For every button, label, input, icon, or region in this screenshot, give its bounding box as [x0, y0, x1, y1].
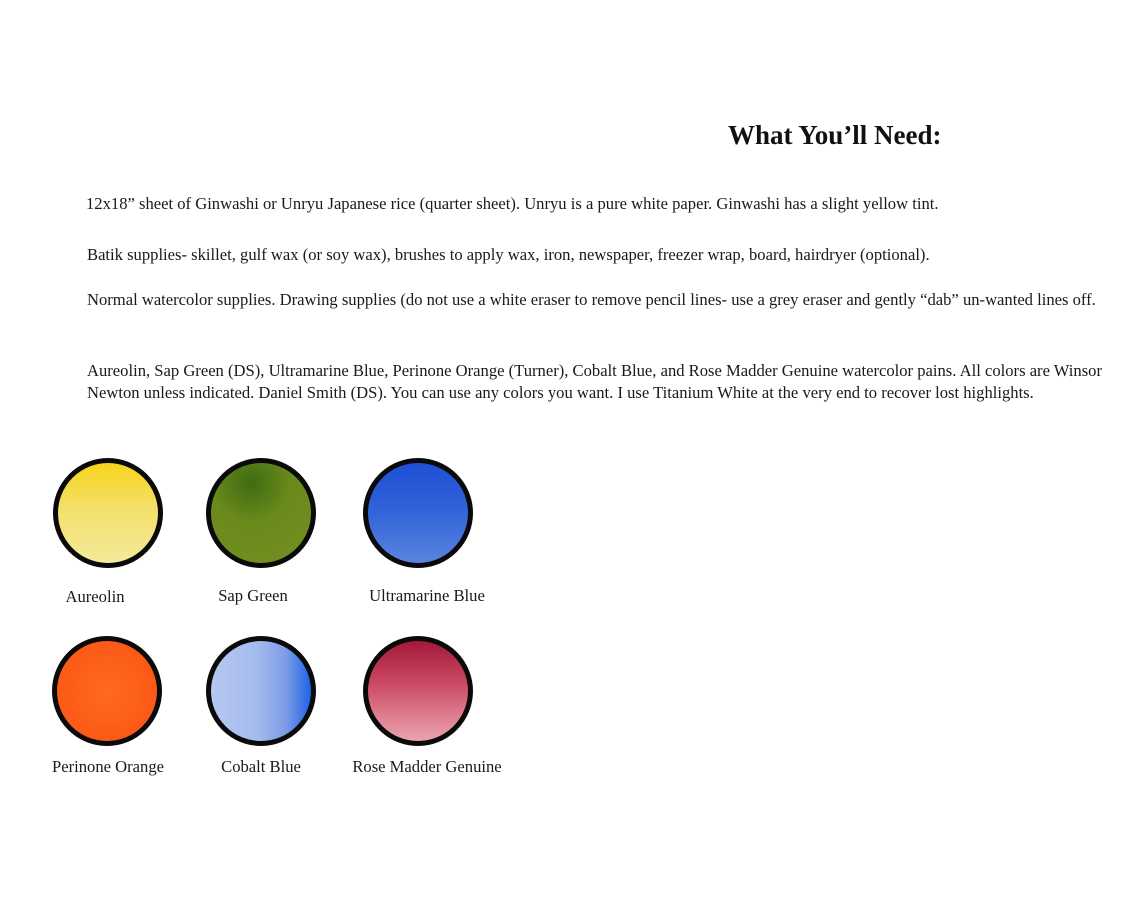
perinone-orange-swatch: [52, 636, 162, 746]
rose-madder-genuine-swatch: [363, 636, 473, 746]
perinone-orange-label: Perinone Orange: [52, 757, 164, 776]
rose-madder-genuine-label: Rose Madder Genuine: [352, 757, 502, 776]
cobalt-blue-label: Cobalt Blue: [221, 757, 301, 776]
aureolin-label: Aureolin: [65, 587, 125, 606]
ultramarine-blue-swatch: [363, 458, 473, 568]
colors-paragraph: Aureolin, Sap Green (DS), Ultramarine Blue, Perinone Orange (Turner), Cobalt Blue, and Rose Madder Genuine watercolor pains. All colors are Winsor Newton unless indicated. Daniel Smith (DS). You can use any colors you want. I use Titanium White at the very end to recover lost highlights.: [87, 361, 1102, 402]
batik-supplies-paragraph: Batik supplies- skillet, gulf wax (or soy wax), brushes to apply wax, iron, newspaper, freezer wrap, board, hairdryer (optional).: [87, 245, 930, 264]
cobalt-blue-swatch: [206, 636, 316, 746]
ultramarine-blue-label: Ultramarine Blue: [369, 586, 485, 605]
watercolor-supplies-paragraph: Normal watercolor supplies. Drawing supplies (do not use a white eraser to remove pencil lines- use a grey eraser and gently “dab” un-wanted lines off.: [87, 290, 1096, 309]
paper-paragraph: 12x18” sheet of Ginwashi or Unryu Japanese rice (quarter sheet). Unryu is a pure white paper. Ginwashi has a slight yellow tint.: [86, 194, 939, 213]
sap-green-swatch: [206, 458, 316, 568]
page-title: What You’ll Need:: [728, 120, 942, 150]
sap-green-label: Sap Green: [218, 586, 288, 605]
aureolin-swatch: [53, 458, 163, 568]
